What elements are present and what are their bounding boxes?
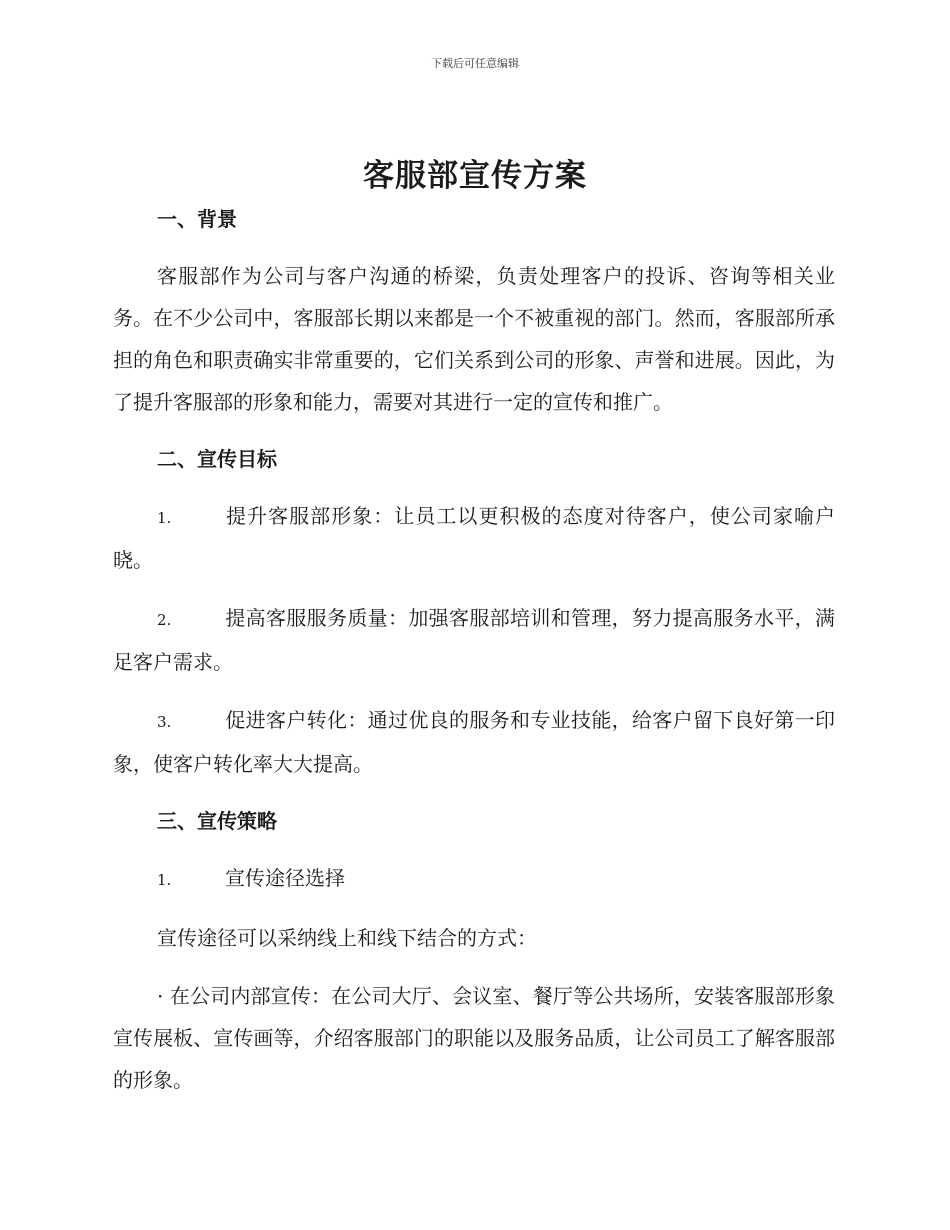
header-note: 下载后可任意编辑: [431, 57, 519, 70]
goal-item-3-text: 促进客户转化：通过优良的服务和专业技能，给客户留下良好第一印象，使客户转化率大大提高。: [113, 708, 835, 776]
strategy-paragraph-1: 宣传途径可以采纳线上和线下结合的方式：: [157, 926, 537, 950]
goal-item-1-text: 提升客服部形象：让员工以更积极的态度对待客户，使公司家喻户晓。: [113, 504, 835, 572]
goal-item-1-number: 1.: [157, 509, 172, 527]
goal-item-3: [113, 699, 835, 785]
goal-item-2: [113, 597, 835, 683]
goal-item-2-number: 2.: [157, 611, 172, 629]
section-heading-strategy: 三、宣传策略: [157, 809, 277, 833]
goal-item-1: [113, 495, 835, 581]
section-heading-background: 一、背景: [157, 207, 237, 231]
strategy-item-1: [113, 857, 835, 901]
document-body: [113, 205, 835, 1101]
strategy-item-1-number: 1.: [157, 871, 172, 889]
document-title: 客服部宣传方案: [363, 158, 587, 194]
background-paragraph: 客服部作为公司与客户沟通的桥梁，负责处理客户的投诉、咨询等相关业务。在不少公司中，客服部长期以来都是一个不被重视的部门。然而，客服部所承担的角色和职责确实非常重要的，它们关系到公司的形象、声誉和进展。因此，为了提升客服部的形象和能力，需要对其进行一定的宣传和推广。: [113, 264, 835, 414]
strategy-item-1-text: 宣传途径选择: [225, 866, 345, 890]
goal-item-2-text: 提高客服服务质量：加强客服部培训和管理，努力提高服务水平，满足客户需求。: [113, 606, 835, 674]
section-heading-goals: 二、宣传目标: [157, 447, 277, 471]
strategy-paragraph-2: · 在公司内部宣传：在公司大厅、会议室、餐厅等公共场所，安装客服部形象宣传展板、宣传画等，介绍客服部门的职能以及服务品质，让公司员工了解客服部的形象。: [113, 984, 835, 1092]
goal-item-3-number: 3.: [157, 713, 172, 731]
